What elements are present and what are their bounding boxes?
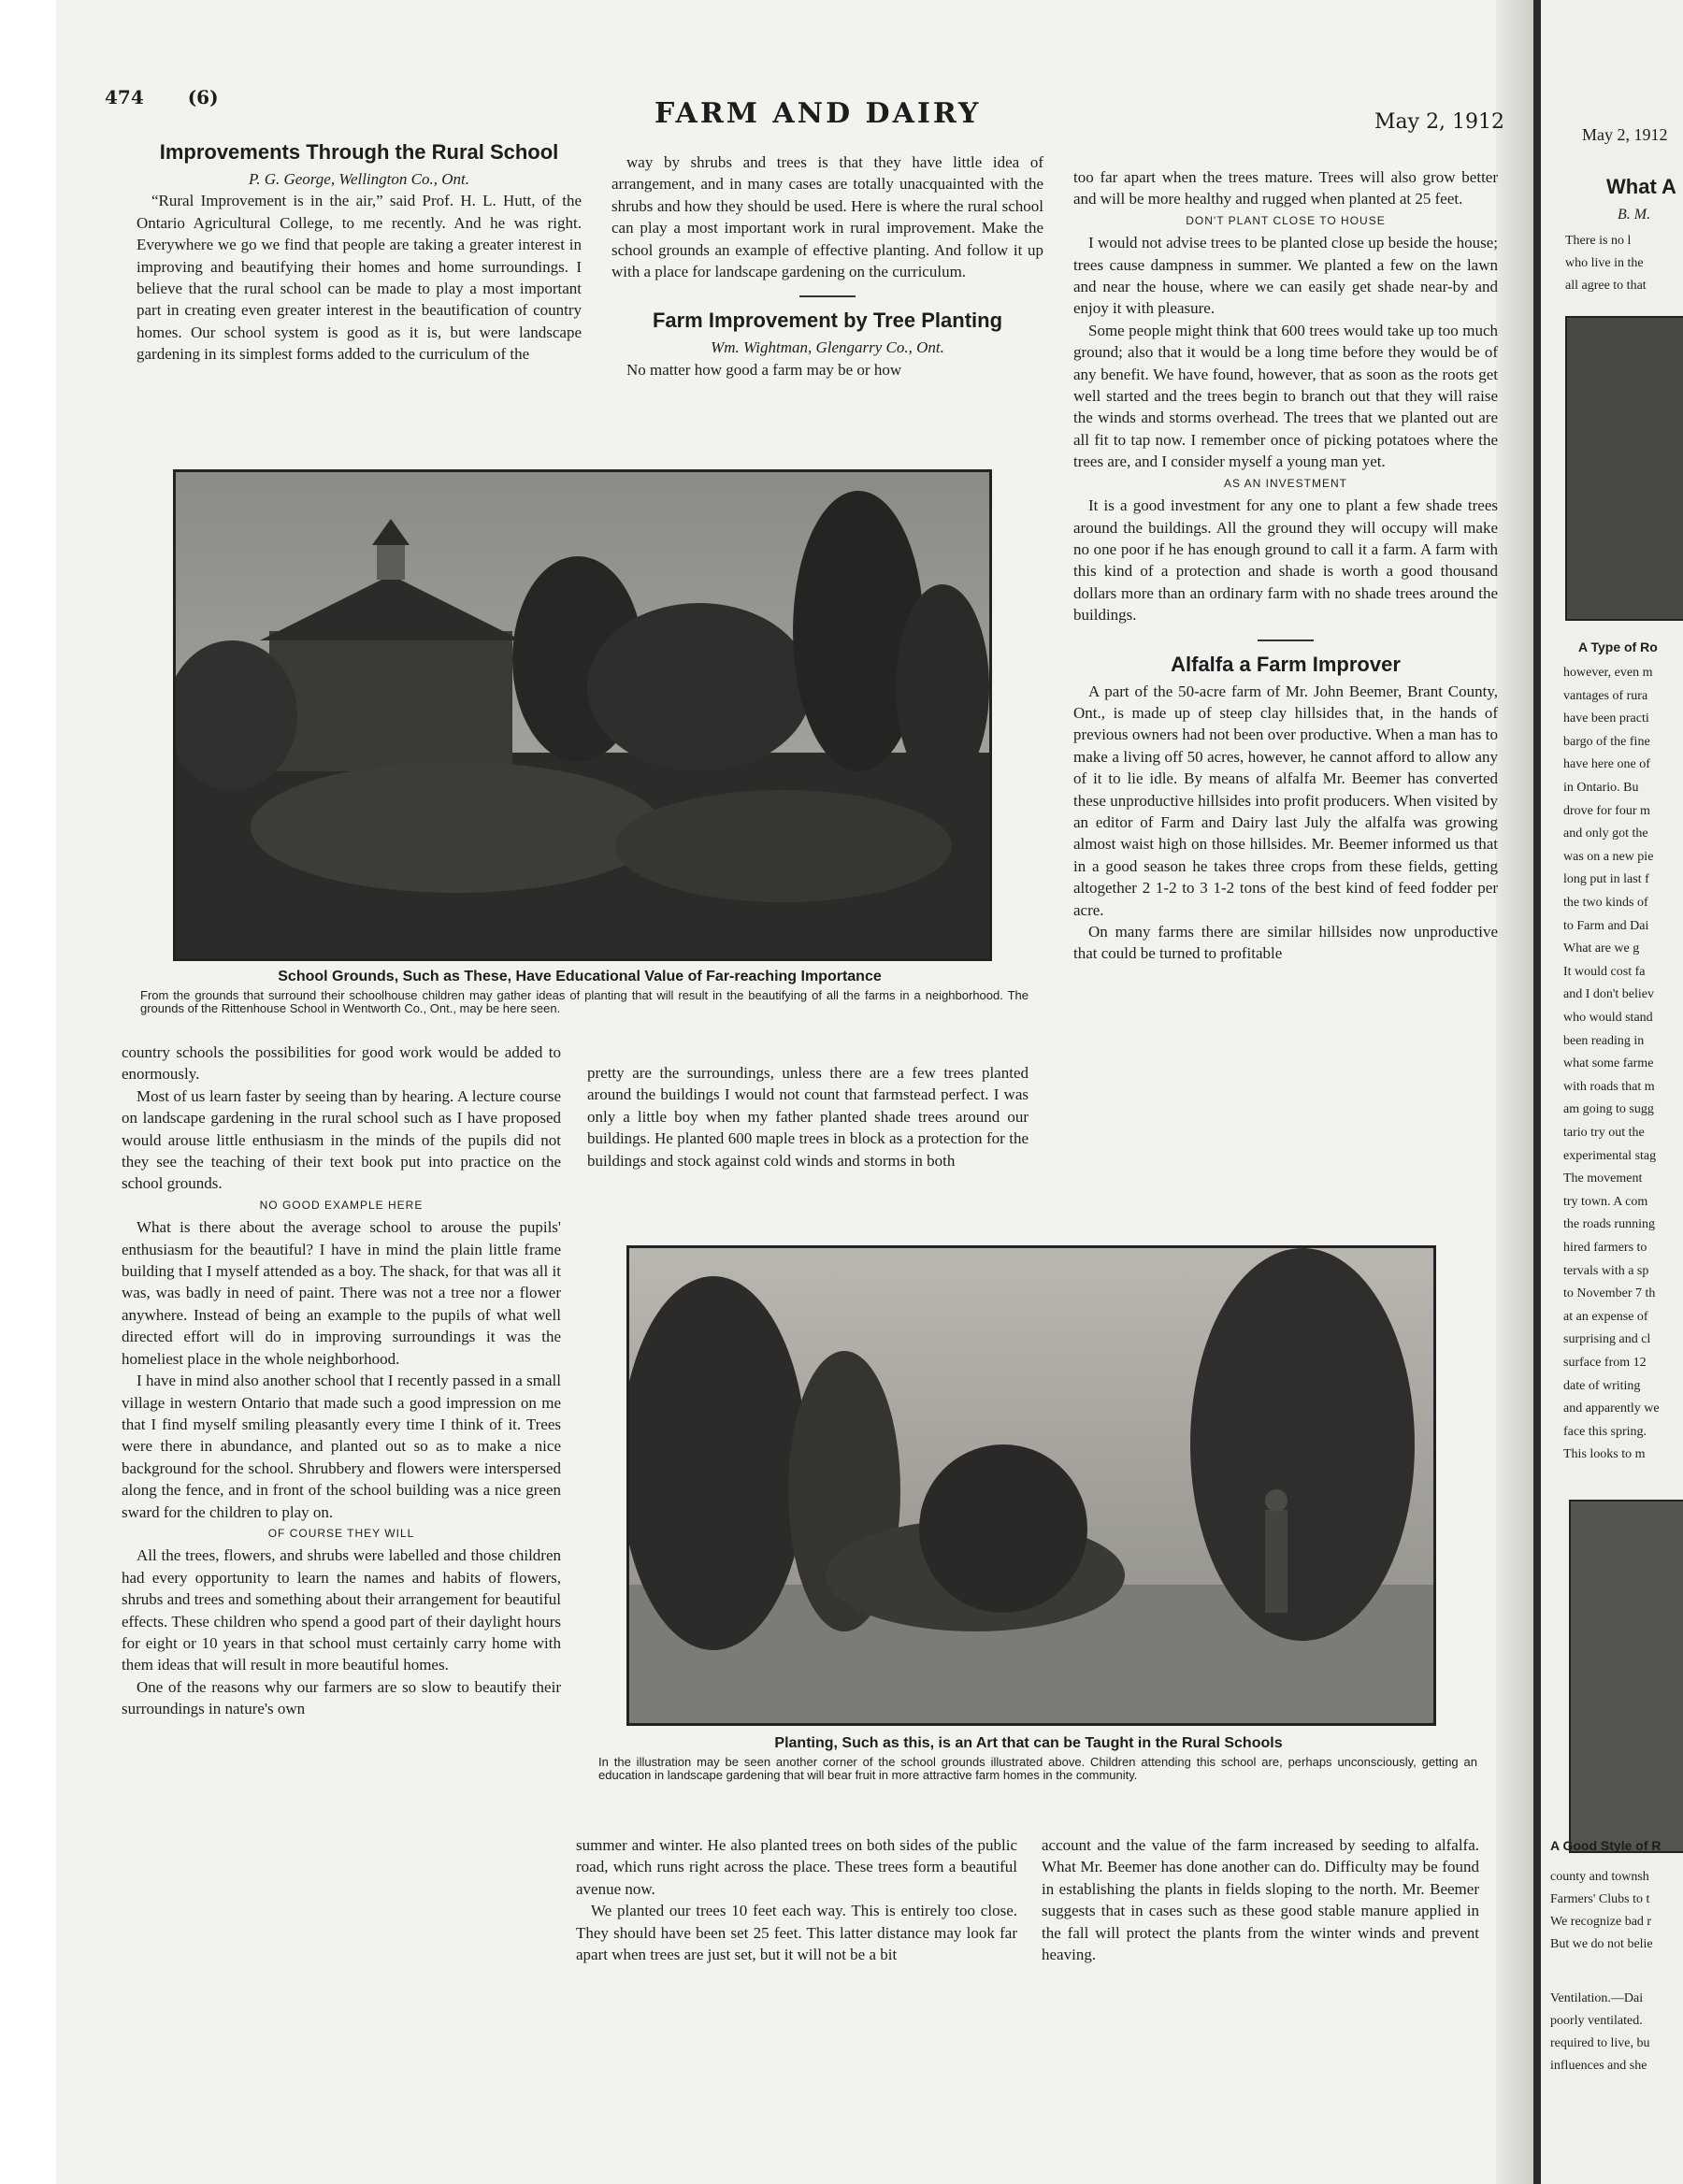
facing-page-line: all agree to that [1565, 279, 1647, 293]
facing-page-line: county and townsh [1550, 1870, 1649, 1884]
facing-page-line: who live in the [1565, 256, 1644, 270]
facing-page-line: bargo of the fine [1563, 734, 1650, 749]
facing-page-line: however, even m [1563, 666, 1653, 680]
paragraph: Some people might think that 600 trees would take up too much ground; also that it would be a long time before they would be of any benefit. We have found, however, that as soon as the roots get well started and the trees begin to branch out that they will raise the winds and storms overhead. The trees that we planted out are all fit to tap now. I remember once of picking potatoes where the trees are, and I consider myself a young man yet. [1073, 321, 1498, 471]
facing-page-line: to November 7 th [1563, 1286, 1656, 1301]
figure-caption-title: School Grounds, Such as These, Have Educational Value of Far-reaching Importance [278, 969, 882, 984]
figure-caption-title: Planting, Such as this, is an Art that can be Taught in the Rural Schools [774, 1735, 1283, 1751]
column-3 [1073, 166, 1498, 965]
paragraph: “Rural Improvement is in the air,” said Prof. H. L. Hutt, of the Ontario Agricultural College, to me recently. And he was right. Everywhere we go we find that people are taking a greater interest in improving and beautifying their homes and home surroundings. I believe that the rural school can be made to play a most important part in creating even greater interest in the beautification of country homes. Our school system is good as it is, but were landscape gardening in its simplest forms added to the curriculum of the [137, 192, 582, 364]
facing-page-line: We recognize bad r [1550, 1915, 1652, 1929]
binding-gutter [1533, 0, 1541, 2184]
facing-page-line: try town. A com [1563, 1194, 1648, 1209]
facing-page-line: the roads running [1563, 1217, 1655, 1232]
paragraph: Most of us learn faster by seeing than by hearing. A lecture course on landscape gardening in the rural school such as I have proposed would arouse little enthusiasm in the minds of the pupils did not they see the teaching of their text book put into practice on the school grounds. [122, 1086, 561, 1193]
facing-page-photo-1 [1565, 316, 1683, 621]
school-house-image [176, 472, 989, 958]
article-byline: P. G. George, Wellington Co., Ont. [249, 170, 469, 188]
facing-page-line: am going to sugg [1563, 1102, 1654, 1117]
facing-page-line: to Farm and Dai [1563, 918, 1649, 933]
facing-page-line: What are we g [1563, 941, 1640, 956]
facing-page-line: at an expense of [1563, 1309, 1648, 1324]
page-number: 474 [105, 86, 144, 108]
facing-page-line: hired farmers to [1563, 1241, 1647, 1255]
subheading: OF COURSE THEY WILL [267, 1526, 415, 1540]
facing-page-line: was on a new pie [1563, 849, 1654, 864]
facing-page-line: Ventilation.—Dai [1550, 1991, 1644, 2005]
facing-page-line: drove for four m [1563, 803, 1650, 818]
figure-caption-text: In the illustration may be seen another corner of the school grounds illustrated above. Children attending this school are, perhaps unconsciously, getting an education in landscape gardening that will bear fruit in more attractive farm homes in the community. [598, 1755, 1477, 1782]
paragraph: country schools the possibilities for good work would be added to enormously. [122, 1043, 561, 1084]
paragraph: It is a good investment for any one to plant a few shade trees around the buildings. All the ground they will occupy will make no one poor if he has enough ground to call it a farm. A farm with this kind of a protection and shade is worth a good thousand dollars more than an ordinary farm with no shade trees around the buildings. [1073, 496, 1498, 625]
paragraph: All the trees, flowers, and shrubs were labelled and those children had every opportunity to learn the names and habits of flowers, shrubs and trees and something about their arrangement for beautiful effects. These children who spend a good part of their daylight hours for eight or 10 years in that school must certainly carry home with them ideas that will result in more beautiful homes. [122, 1546, 561, 1674]
article-byline: Wm. Wightman, Glengarry Co., Ont. [711, 338, 944, 357]
facing-page-line: required to live, bu [1550, 2036, 1650, 2050]
facing-page-line: surface from 12 [1563, 1356, 1647, 1370]
facing-page-date: May 2, 1912 [1582, 125, 1668, 144]
facing-page-line: vantages of rura [1563, 688, 1648, 703]
facing-page-line: have here one of [1563, 757, 1650, 772]
section-divider [1258, 639, 1314, 641]
paragraph: No matter how good a farm may be or how [626, 360, 902, 379]
facing-page-line: The movement [1563, 1171, 1643, 1186]
facing-page-line: tario try out the [1563, 1126, 1645, 1140]
column-2-lower [587, 1062, 1028, 1171]
facing-page-line: experimental stag [1563, 1148, 1657, 1163]
facing-page-line: tervals with a sp [1563, 1263, 1649, 1278]
paragraph: On many farms there are similar hillsides now unproductive that could be turned to profitable [1073, 923, 1498, 963]
facing-page-line: and apparently we [1563, 1401, 1660, 1416]
facing-page-byline: B. M. [1618, 207, 1651, 223]
facing-page-line: what some farme [1563, 1056, 1654, 1071]
paragraph: I would not advise trees to be planted close up beside the house; trees cause dampness in summer. We planted a few on the lawn and near the house, where we can easily get shade near-by and enjoy it with pleasure. [1073, 234, 1498, 318]
section-divider [799, 295, 856, 297]
facing-page-line: It would cost fa [1563, 964, 1646, 979]
paragraph: I have in mind also another school that I recently passed in a small village in western Ontario that made such a good impression on me that I find myself smiling pleasantly every time I think of it. Trees were there in abundance, and planted out so as to make a nice background for the school. Shrubbery and flowers were interspersed along the fence, and in front of the school building was a nice green sward for the children to play on. [122, 1372, 561, 1521]
paragraph: One of the reasons why our farmers are so slow to beautify their surroundings in nature's own [122, 1677, 561, 1718]
facing-page-line: date of writing [1563, 1378, 1641, 1393]
page-number-area [105, 86, 219, 108]
facing-page [1541, 0, 1683, 2184]
facing-page-line: This looks to m [1563, 1447, 1646, 1462]
garden-planting-image [629, 1248, 1433, 1723]
facing-page-line: poorly ventilated. [1550, 2014, 1643, 2028]
paragraph: We planted our trees 10 feet each way. This is entirely too close. They should have been set 25 feet. This latter distance may look far apart when trees are just set, but it will not be a bit [576, 1902, 1017, 1964]
facing-page-line: and I don't believ [1563, 987, 1654, 1002]
paragraph: What is there about the average school to arouse the pupils' enthusiasm for the beautiful? I have in mind the plain little frame building that I myself attended as a boy. The shack, for that was all it was, was badly in need of paint. There was not a tree nor a flower anywhere. Instead of being an example to the pupils of what well directed effort will do in improving surroundings it was the homeliest place in the whole neighborhood. [122, 1218, 561, 1368]
facing-page-caption: A Type of Ro [1578, 639, 1658, 654]
article-title: Farm Improvement by Tree Planting [652, 309, 1003, 333]
article-title: Improvements Through the Rural School [159, 140, 559, 164]
facing-page-line: with roads that m [1563, 1079, 1655, 1094]
issue-date: May 2, 1912 [1374, 110, 1505, 134]
facing-page-photo-2 [1569, 1500, 1683, 1853]
subheading: DON'T PLANT CLOSE TO HOUSE [1186, 213, 1386, 227]
paragraph: account and the value of the farm increased by seeding to alfalfa. What Mr. Beemer has done another can do. Difficulty may be found in establishing the plants in fields sloping to the north. Mr. Beemer suggests that in cases such as these good stable manure applied in the fall will protect the plants from the winter winds and prevent heaving. [1042, 1836, 1479, 1964]
paragraph: pretty are the surroundings, unless there are a few trees planted around the buildings I would not count that farmstead perfect. I was only a little boy when my father planted shade trees around our buildings. He planted 600 maple trees in block as a protection for the buildings and stock against cold winds and storms in both [587, 1064, 1028, 1170]
facing-page-title: What A [1606, 175, 1676, 198]
school-grounds-photo [173, 469, 992, 961]
column-3-bottom [1042, 1834, 1479, 1965]
facing-page-line: in Ontario. Bu [1563, 781, 1639, 795]
column-1-top [137, 140, 582, 366]
column-2-top [611, 151, 1043, 381]
paragraph: way by shrubs and trees is that they have little idea of arrangement, and in many cases are totally unacquainted with the shrubs and how they should be used. Here is where the rural school can play a most important work in rural improvement. Make the school grounds an example of effective planting. And follow it up with a place for landscape gardening on the curriculum. [611, 153, 1043, 281]
column-2-bottom [576, 1834, 1017, 1965]
paragraph: A part of the 50-acre farm of Mr. John Beemer, Brant County, Ont., is made up of steep clay hillsides that, in the hands of previous owners had not been over productive. When a man has to make a living off 50 acres, however, he cannot afford to allow any of it to lie idle. By means of alfalfa Mr. Beemer has converted these unproductive hillsides into profit producers. When visited by an editor of Farm and Dairy last July the alfalfa was growing almost waist high on those hillsides. Mr. Beemer informed us that in a good season he takes three crops from these fields, getting altogether 2 1-2 to 3 1-2 tons of the best kind of feed fodder per acre. [1073, 682, 1498, 919]
facing-page-caption: A Good Style of R [1550, 1838, 1661, 1853]
subheading: NO GOOD EXAMPLE HERE [259, 1198, 424, 1212]
facing-page-line: But we do not belie [1550, 1937, 1653, 1951]
page-edge-shadow [1496, 0, 1533, 2184]
masthead: FARM AND DAIRY [654, 97, 982, 130]
section-number: (6) [187, 86, 219, 108]
figure-caption-text: From the grounds that surround their schoolhouse children may gather ideas of planting that will result in the beautifying of all the farms in a neighborhood. The grounds of the Rittenhouse School in Wentworth Co., Ont., may be here seen. [140, 988, 1028, 1015]
facing-page-line: have been practi [1563, 711, 1649, 726]
subheading: AS AN INVESTMENT [1223, 476, 1348, 490]
facing-page-line: been reading in [1563, 1033, 1645, 1048]
facing-page-line: who would stand [1563, 1011, 1653, 1025]
planting-photo [626, 1245, 1436, 1726]
facing-page-line: Farmers' Clubs to t [1550, 1892, 1650, 1906]
column-1-lower [122, 1042, 561, 1720]
paragraph: summer and winter. He also planted trees on both sides of the public road, which runs right across the place. These trees form a beautiful avenue now. [576, 1836, 1017, 1898]
facing-page-line: There is no l [1565, 234, 1632, 248]
paragraph: too far apart when the trees mature. Trees will also grow better and will be more healthy and rugged when planted at 25 feet. [1073, 168, 1498, 208]
facing-page-line: face this spring. [1563, 1424, 1647, 1439]
facing-page-line: influences and she [1550, 2059, 1647, 2073]
article-title: Alfalfa a Farm Improver [1171, 652, 1401, 676]
facing-page-line: the two kinds of [1563, 896, 1648, 910]
facing-page-line: and only got the [1563, 826, 1648, 841]
facing-page-line: long put in last f [1563, 872, 1649, 887]
facing-page-line: surprising and cl [1563, 1332, 1651, 1347]
